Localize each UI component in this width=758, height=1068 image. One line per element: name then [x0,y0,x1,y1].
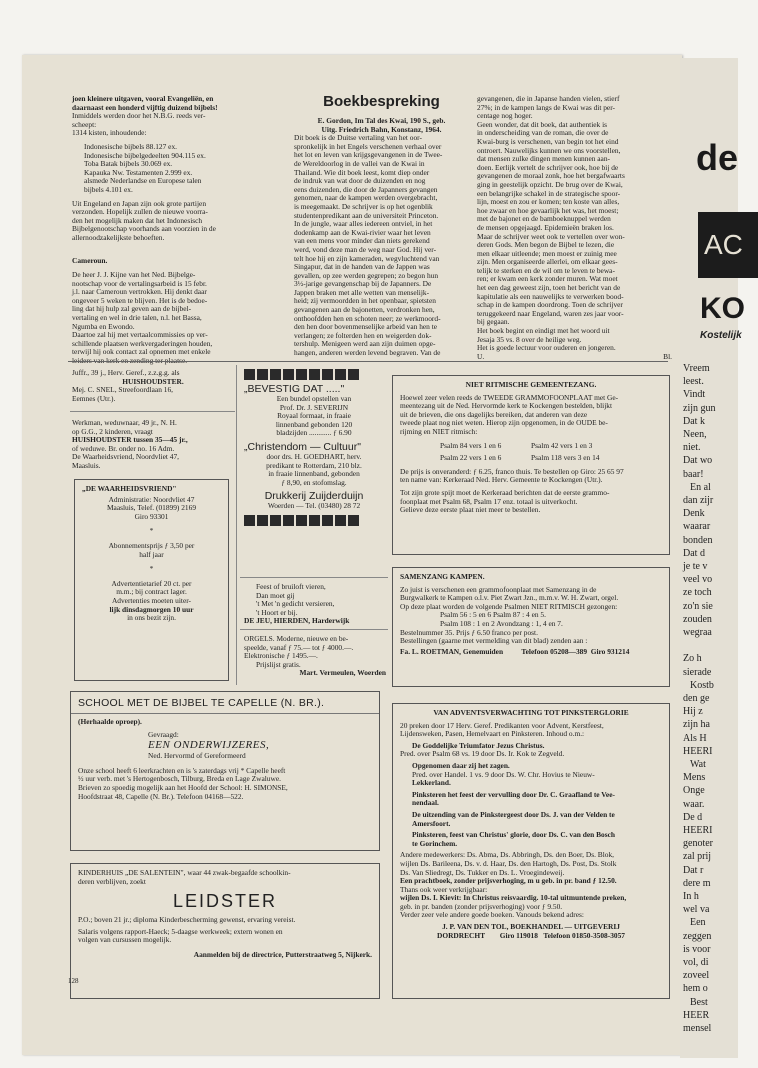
kinderhuis-line: Salaris volgens rapport-Haeck; 5-daagse werkweek; extern wonen en [78,926,283,936]
orgels-line: Mart. Vermeulen, Woerden [299,668,386,678]
ad-line: Juffr., 39 j., Herv. Geref., z.z.g.g. als [72,368,180,377]
edge-word: wel va [683,904,710,916]
school-line: ½ uur verb. met 's Hertogenbosch, Tilburg, Breda en Lage Zwaluwe. [78,774,281,784]
advent-item: Opgenomen daar zij het zagen. [412,760,510,770]
ad-line: op G.G., 2 kinderen, vraagt [72,426,153,436]
edge-word: Dat r [683,864,704,876]
ad-line: Werkman, weduwnaar, 49 jr., N. H. [72,418,177,427]
leidster-heading: LEIDSTER [172,891,278,912]
edge-word: zouden [683,613,712,625]
samenzang-footer: Fa. L. ROETMAN, Genemuiden Telefoon 05208—389 Giro 931214 [400,646,630,656]
niet-ritmisch-title: NIET RITMISCHE GEMEENTEZANG. [465,380,597,389]
advent-item: Amersfoort. [412,818,451,828]
sz-line: Psalm 56 : 5 en 6 Psalm 87 : 4 en 5. [440,610,546,620]
edge-word: zijn gun [683,402,716,414]
edge-kostelijk: Kostelijk [700,330,742,341]
edge-word: Dat wo [683,455,713,467]
edge-word: zijn ha [683,719,710,731]
edge-word: Vindt [683,389,706,401]
rc-line: lijn, moest en zou er komen; ten koste van alles, [477,197,620,207]
nr-line: ten name van: Kerkeraad Ned. Herv. Gemeente te Kockengen (Utr.). [400,475,603,485]
review-line: Dit boek is de Duitse vertaling van het oor- [294,133,422,143]
school-line: Hoofdstraat 48, Capelle (N. Br.). Telefoon 04168—522. [78,791,244,801]
edge-word: Een [690,917,706,929]
signature-left: U. [477,351,485,361]
kinderhuis-line: KINDERHUIS „DE SALENTEIN", waar 44 zwak-begaafde schoolkin- [78,868,291,877]
advent-item: Pred. over Handel. 1 vs. 9 door Ds. W. Chr. Hovius te Nieuw- [412,769,595,779]
admin-price: Abonnementsprijs ƒ 3,50 per [108,540,195,550]
edge-word: zal prij [683,851,712,863]
edge-word: Onge [683,785,705,797]
nr-line: meentezang uit de Ned. Hervormde kerk te Kockengen bestelden, blijkt [400,401,612,411]
decorative-squares-bottom [244,515,384,526]
feest-line: 't Hoort er bij. [256,607,298,617]
school-gevraagd: Gevraagd: [148,729,179,739]
ad-line: Mej. C. SNEL, Streefoordlaan 16, [72,385,173,395]
tl-para3: ongeveer 5 weken te blijven. Het is de bedoe- [72,295,208,305]
rc-line: 27%; in de kampen langs de Kwai was dit per- [477,102,615,112]
cameroun-heading: Cameroun. [72,255,108,265]
edge-word: veel vo [683,574,713,586]
feest-line: DE JEU, HIERDEN, Harderwijk [244,616,350,626]
admin-addr: Maasluis, Telef. (01899) 2169 [106,503,197,513]
review-column [294,93,469,358]
bevestig-line: door drs. H. GOEDHART, herv. [266,451,362,461]
edge-word: dere m [683,877,711,889]
review-line: In de jungle, waar alles iedereen ontviel, in het [294,219,433,229]
advent-item: Lekkerland. [412,778,451,788]
rc-line: Het is goede lectuur voor ouderen en jongeren. [477,343,616,353]
bevestig-line: bladzijden ............ ƒ 6.90 [276,428,352,438]
review-line: is meegemaakt. De schrijver is op het ogenblik [294,201,433,211]
school-title: SCHOOL MET DE BIJBEL TE CAPELLE (N. BR.). [78,697,325,709]
edge-word: genoter [683,838,713,850]
review-line: spronkelijk in het Engels verschenen verhaal over [294,141,442,151]
advent-box [392,703,670,999]
review-line: de Wereldoorlog in de vallei van de Kwai in [294,158,425,168]
school-box [70,691,380,851]
advent-footer: DORDRECHT Giro 119018 Telefoon 01850-3508-3057 [437,930,625,940]
ad-line: HUISHOUDSTER. [122,376,184,386]
advent-item: nendaal. [412,798,439,808]
bevestig-line: Een bundel opstellen van [276,394,352,403]
edge-dark-block [698,212,758,278]
tl-para3: ling dat hij hulp zal geven aan de bijbel- [72,304,192,314]
school-title-rule [71,713,379,714]
advent-item: De uitzending van de Pinkstergeest door Ds. J. van der Velden te [412,809,615,819]
ad-divider [240,629,388,630]
nr-line: rijming en NIET ritmisch: [400,426,478,436]
edge-word: zo'n sie [683,600,713,612]
review-line: Jappen braken met alle wetten van menselijk- [294,287,430,297]
admin-adv: m.m.; bij contract lager. [116,587,187,597]
review-line: Singapur, dat in de handen van de Jappen was [294,262,430,272]
admin-adv: Advertenties moeten uiter- [111,595,192,605]
bevestig-line: in fraaie linnenband, gebonden [268,469,360,479]
samenzang-title: SAMENZANG KAMPEN. [400,572,485,581]
advent-line: Andere medewerkers: Ds. Abma, Ds. Abbringh, Ds. den Boer, Ds. Blok, [400,850,614,860]
edge-headline: de [696,137,739,178]
review-line: Thailand. Wie dit boek leest, komt diep onder [294,167,430,177]
bevestig-line: predikant te Rotterdam, 210 blz. [266,460,362,470]
edge-word: Denk [683,508,705,520]
rc-line: deren Gods. Men begon de Bijbel te lezen, die [477,240,615,250]
review-title: Boekbespreking [323,93,440,110]
tl-list-item: Indonesische bijbels 88.127 ex. [84,141,177,151]
advent-footer: J. P. VAN DEN TOL, BOEKHANDEL — UITGEVERIJ [442,922,620,932]
star-separator: * [149,564,154,574]
edge-word: In h [683,891,699,902]
school-line: Brieven zo spoedig mogelijk aan het Hoofd der School: H. SIMONSE, [78,782,288,792]
rc-line: gevangenen de moraal zonk, hoe het bergafwaarts [477,171,625,181]
edge-word: waar. [683,798,705,810]
advent-item: De Goddelijke Triumfator Jezus Christus. [412,740,545,750]
newspaper-page [22,55,682,1055]
orgels-line: Prijslijst gratis. [256,659,301,669]
advent-title: VAN ADVENTSVERWACHTING TOT PINKSTERGLORIE [433,708,629,717]
edge-word: HEER [683,1009,710,1021]
school-position: EEN ONDERWIJZERES, [148,739,270,752]
edge-word: Kostb [690,679,714,691]
samenzang-box [392,567,670,687]
feest-line: Feest of bruiloft vieren, [256,582,326,591]
edge-word: De d [683,811,703,823]
tl-para3: vertaling en wel in drie talen, n.l. het Bassa, [72,313,202,323]
review-line: gevangenen aan de bajonetten, verdronken hen, [294,305,435,315]
niet-ritmisch-box [392,375,670,555]
tl-list-item: alsmede Nederlandse en Europese talen [84,176,202,186]
advent-line: Ds. Van Sliedregt, Ds. Tukker en Ds. L. Vroegindeweij. [400,867,565,877]
rc-line: Geen wonder, dat dit boek, dat authentiek is [477,119,608,129]
rc-line: Kwai-burg is verschenen, van begin tot het eind [477,136,619,146]
edge-word: HEERI [683,745,713,757]
review-line: heid; zij vermoordden in het openbaar, spietsten [294,296,436,306]
edge-word: Neen, [683,429,707,440]
edge-word: ze toch [683,587,712,599]
review-continued-column [477,95,672,361]
edge-word: leest. [683,376,704,388]
review-line: telt hoe hij en zijn kameraden, wegvluchtend van [294,253,440,263]
psalm-item: Psalm 42 vers 1 en 3 [531,440,593,450]
ad-line: Maasluis. [72,460,101,470]
school-denomination: Ned. Hervormd of Gereformeerd [148,751,246,761]
edge-word: zoveel [683,970,710,982]
edge-word: hem o [683,983,708,995]
star-separator: * [149,526,154,536]
review-line: tershulp. Menigeen werd aan zijn duimen opge- [294,339,436,349]
rc-line: een belangrijke schakel in de strategische spoor- [477,188,621,198]
tl-para3: schillende plaatsen werkvergaderingen houden, [72,338,213,348]
edge-word: vol, di [683,957,709,968]
tl-list-item: Indonesische bijbelgedeelten 904.115 ex. [84,150,206,160]
rc-line: teruggekeerd naar Engeland, waren zes jaar voor- [477,308,624,318]
edge-word: Wat [690,759,706,770]
advent-item: Pinksteren het feest der vervulling door Dr. C. Graafland te Vee- [412,789,615,799]
rc-line: met de bajonet en de bamboeknuppel werden [477,214,611,224]
advent-line: Een prachtboek, zonder prijsverhoging, m u geb. in pr. band ƒ 12.50. [400,876,617,886]
ad-line: Eemnes (Utr.). [72,393,116,403]
school-line: Onze school heeft 6 leerkrachten en is 's zaterdags vrij * Capelle heeft [78,765,286,775]
edge-word: Hij z [683,706,703,718]
christendom-title: „Christendom — Cultuur" [244,440,361,453]
edge-word: Als H [683,732,707,744]
advent-line: 20 preken door 17 Herv. Geref. Predikanten voor Advent, Kerstfeest, [400,720,604,730]
bevestig-line: Royaal formaat, in fraaie [277,411,351,421]
ad-juffr [72,369,234,403]
school-sub: (Herhaalde oproep). [78,717,142,726]
edge-word: Best [690,996,708,1008]
edge-block-text: AC [704,229,743,260]
advent-item: Pred. over Psalm 68 vs. 19 door Ds. Ir. Kok te Zegveld. [400,749,565,759]
tl-para3: Daartoe zal hij met vertaalcommissies op ver- [72,330,208,340]
admin-adv: Advertentietarief 20 ct. per [111,578,192,588]
nr-line: Hoewel zeer velen reeds de TWEEDE GRAMMOFOONPLAAT met Ge- [400,392,619,402]
printer-name: Drukkerij Zuijderduijn [264,490,364,503]
tl-para3: terwijl hij ook contact zal opnemen met enkele [72,347,211,357]
rc-line: men elkaar uitleende; men moest er zuinig mee [477,248,617,258]
bevestig-ad [244,369,384,526]
tl-para2: Bijbelgenootschap voorhands aan voorzien in de [72,224,216,234]
admin-title: „DE WAARHEIDSVRIEND" [82,484,177,493]
nr-line: uit de brieven, die ons dagelijks bereiken, dat anderen van deze [400,409,588,419]
edge-word: den ge [683,693,710,704]
tl-para3: j.l. naar Cameroun vertrokken. Hij denkt daar [72,287,207,297]
rc-line: Het boek begint en eindigt met het woord uit [477,326,610,336]
nr-line: Tot zijn grote spijt moet de Kerkeraad berichten dat de eerste grammo- [400,487,610,497]
sz-line: Zo juist is verschenen een grammofoonplaat met Samenzang in de [400,584,597,594]
review-line: dodenkamp aan de Kwai-rivier waar het leven [294,227,431,237]
rc-line: hoe zwaar en hoe gevaarlijk het was, het moest; [477,205,619,215]
rc-line: in onderscheiding van de roman, die over de [477,128,609,138]
edge-word: sierade [683,666,712,678]
nr-line: foonplaat met Psalm 68, Psalm 17 enz. totaal is uitverkocht. [400,496,578,506]
nr-line: Gelieve deze eerste plaat niet meer te bestellen. [400,505,541,515]
tl-para2: verzonden. Hopelijk zullen de nieuwe voorra- [72,207,208,217]
tl-line: daarnaast een honderd vijftig duizend bijbels! [72,102,218,112]
sz-line: Bestelnummer 35. Prijs ƒ 6.50 franco per post. [400,627,538,637]
tl-para2: den het mogelijk maken dat het Indonesisch [72,215,203,225]
section-divider [68,361,668,362]
review-line: 3½-jarige gevangenschap bij de Japanners. De [294,279,432,289]
psalm-item: Psalm 118 vers 3 en 14 [531,453,600,463]
page-number: 128 [68,977,79,985]
edge-word: zeggen [683,930,712,942]
review-line: gevallen, op zee werden gegrepen; zo begon hun [294,270,439,280]
advent-line: Lijdensweken, Pasen, Hemelvaart en Pinksteren. Inhoud o.m.: [400,729,585,739]
edge-word: baar! [683,468,704,480]
kinderhuis-line: deren verblijven, zoekt [78,876,146,886]
advent-line: Thans ook weer verkrijgbaar: [400,884,488,894]
orgels-line: speelde, vanaf ƒ 75.— tot ƒ 4000.—. [244,642,354,652]
kinderhuis-footer: Aanmelden bij de directrice, Putterstraatweg 5, Nijkerk. [193,949,372,959]
rc-line: dat mensen zulke dingen menen kunnen aan- [477,154,610,164]
ad-line: HUISHOUDSTER tussen 35—45 jr., [72,435,188,445]
ad-line: De Waarheidsvriend, Noordvliet 47, [72,452,180,462]
rc-line: Jesaja 35 vs. 8 over de heilige weg. [477,334,582,344]
tl-para3: De heer J. J. Kijne van het Ned. Bijbelge- [72,270,196,280]
review-byline: E. Gordon, Im Tal des Kwai, 190 S., geb. [317,116,446,125]
sz-line: Op deze plaat worden de volgende Psalmen NIET RITMISCH gezongen: [400,601,618,611]
tl-list-item: Toba Batak bijbels 30.069 ex. [84,159,173,169]
tl-list-item: bijbels 4.101 ex. [84,184,133,194]
kinderhuis-line: volgen van cursussen mogelijk. [78,935,172,945]
edge-word: HEERI [683,825,713,836]
decorative-squares-top [244,369,384,380]
edge-word: niet. [683,442,701,454]
edge-ko: KO [700,292,745,325]
tl-para2: allernoodzakelijkste behoeften. [72,232,165,242]
bevestig-line: ƒ 8,90, en stofomslag. [281,477,347,487]
advent-line: geb. in pr. banden (zonder prijsverhoging) voor ƒ 9.50. [400,901,563,911]
sz-line: Psalm 108 : 1 en 2 Avondzang : 1, 4 en 7. [440,618,563,628]
review-line: studentenpredikant aan de universiteit Princeton. [294,210,439,220]
edge-word: Dat d [683,547,705,559]
edge-word: mensel [683,1023,712,1034]
tl-line: Inmiddels werden door het N.B.G. reeds ver- [72,111,206,121]
rc-line: het een dag geweest zijn, toen het bericht van de [477,283,621,293]
rc-line: bij gegaan. [477,317,510,327]
signature-right: Bl. [663,351,672,361]
rc-line: telijk te sterken en de wil om te leven te bewa- [477,265,615,275]
ad-werkman [72,419,234,471]
rc-line: schap in de kampen doordrong. Toen de schrijver [477,300,623,310]
review-byline: Uitg. Friedrich Bahn, Konstanz, 1964. [321,124,442,134]
advent-item: te Gorinchem. [412,838,458,848]
rc-line: Maar de schrijver weet ook te vertellen over won- [477,231,625,241]
review-line: de indruk van wat door de duizenden en nog [294,176,426,186]
psalm-list [440,442,622,463]
advent-line: Verder zeer vele andere goede boeken. Vanouds bekend adres: [400,910,584,920]
feest-line: Dan moet gij [256,590,295,600]
review-line: genomen, naar de kampen werden overgebracht, [294,193,438,203]
ad-line: of weduwe. Br. onder no. 16 Adm. [72,443,175,453]
tl-line: 1314 kisten, inhoudende: [72,128,147,138]
edge-word: Vreem [683,363,710,374]
printer-address: Woerden — Tel. (03480) 28 72 [267,501,361,511]
rc-line: zijn. Men organiseerde allerlei, om elkaar gees- [477,257,618,267]
edge-word: Dat k [683,415,705,427]
rc-line: gevangenen, die in Japanse handen vielen, stierf [477,94,620,103]
tl-para3: Ngumba en Ewondo. [72,321,135,331]
review-line: werd, vond deze man de weg naar God. Hij ver- [294,244,437,254]
bevestig-title: „BEVESTIG DAT ....." [244,383,345,395]
admin-addr: Giro 93301 [134,511,169,521]
rc-line: kapitulatie als een nauwelijks te verwerken bood- [477,291,624,301]
adjacent-page-edge [680,58,745,1058]
psalm-item: Psalm 22 vers 1 en 6 [440,453,502,463]
nr-line: De prijs is onveranderd: ƒ 6.25, franco thuis. Te bestellen op Giro: 25 65 97 [400,466,624,476]
review-line: verlangen; ze folterden hen en weigerden dok- [294,330,432,340]
edge-word: wegraa [683,627,712,638]
edge-word: is voor [683,943,711,955]
tl-line: joen kleinere uitgaven, vooral Evangeliën, en [72,94,214,103]
ad-divider [70,411,235,412]
rc-line: doen. Eerlijk vertelt de schrijver ook, hoe bij de [477,162,619,172]
nr-line: tweede plaat nog niet weten. Hierop zijn opgenomen, in de OUDE be- [400,418,608,428]
tl-line: scheept: [72,119,97,129]
advent-line: wijlen Ds. I. Kievit: In Christus reisvaardig. 10-tal uitmuntende preken, [400,893,627,903]
feest-line: 't Met 'n gedicht versieren, [256,599,335,609]
admin-box [74,479,229,681]
review-line: eens duizenden, die door de Japanners gevangen [294,184,438,194]
edge-word: Mens [683,772,706,784]
edge-word: je te v [683,561,708,572]
tl-list-item: Kapauka Nw. Testamenten 2.999 ex. [84,167,193,177]
orgels-line: Elektronische ƒ 1495.—. [244,651,318,661]
review-line: onthoofdden hen en schoten neer; ze werkmoord- [294,313,441,323]
kinderhuis-box [70,863,380,999]
rc-line: ren; er kwam een kerk zonder muren. Wat moet [477,274,618,284]
ad-column-divider [236,365,237,685]
ad-divider [240,577,388,578]
orgels-line: ORGELS. Moderne, nieuwe en be- [244,634,349,643]
edge-word: waarar [683,521,711,533]
bevestig-line: Prof. Dr. J. SEVERIJN [279,402,349,412]
review-line: hangen, anderen werden levend begraven. Van de [294,348,441,358]
top-left-column [72,95,287,366]
admin-adv: in ons bezit zijn. [127,613,176,623]
review-line: het lot en leven van krijgsgevangenen in de Twee- [294,150,443,160]
feest-ad [244,583,384,626]
sz-line: Burgwalkerk te Kampen o.l.v. Piet Zwart Jzn., m.m.v. W. H. Zwart, orgel. [400,593,619,603]
edge-word: Zo h [683,653,702,665]
rc-line: de mensen opgejaagd. Epidemieën braken los. [477,222,614,232]
edge-word: bonden [683,534,713,546]
review-line: van een mens voor minder dan niets gerekend [294,236,430,246]
advent-item: Pinksteren, feest van Christus' glorie, door Ds. C. van den Bosch [412,830,615,840]
rc-line: ging in geestelijk opzicht. De brug over de Kwai, [477,179,623,189]
rc-line: ontroert. Nauwelijks kunnen we ons voorstellen, [477,145,621,155]
advent-line: wijlen Ds. Barileena, Ds. v. d. Haar, Ds. den Hartogh, Ds. Post, Ds. Stolk [400,858,617,868]
tl-para3: nootschap voor de vertalingsarbeid is 15 febr. [72,278,207,288]
sz-line: Bestellingen (gaarne met vermelding van dit blad) zenden aan : [400,636,588,646]
rc-line: centage nog hoger. [477,111,533,121]
review-line: den hen door bovenmenselijke arbeid van hen te [294,322,438,332]
psalm-item: Psalm 84 vers 1 en 6 [440,440,502,450]
bevestig-line: linnenband gebonden 120 [275,419,353,429]
admin-price: half jaar [139,549,164,559]
tl-para2: Uit Engeland en Japan zijn ook grote partijen [72,198,207,208]
edge-word: dan zijr [683,495,714,506]
admin-adv: lijk dinsdagmorgen 10 uur [109,604,194,614]
edge-word: En al [690,481,711,493]
admin-addr: Administratie: Noordvliet 47 [108,494,195,504]
kinderhuis-line: P.O.; boven 21 jr.; diploma Kinderbescherming gewenst, ervaring vereist. [78,915,296,925]
orgels-ad [244,635,386,678]
